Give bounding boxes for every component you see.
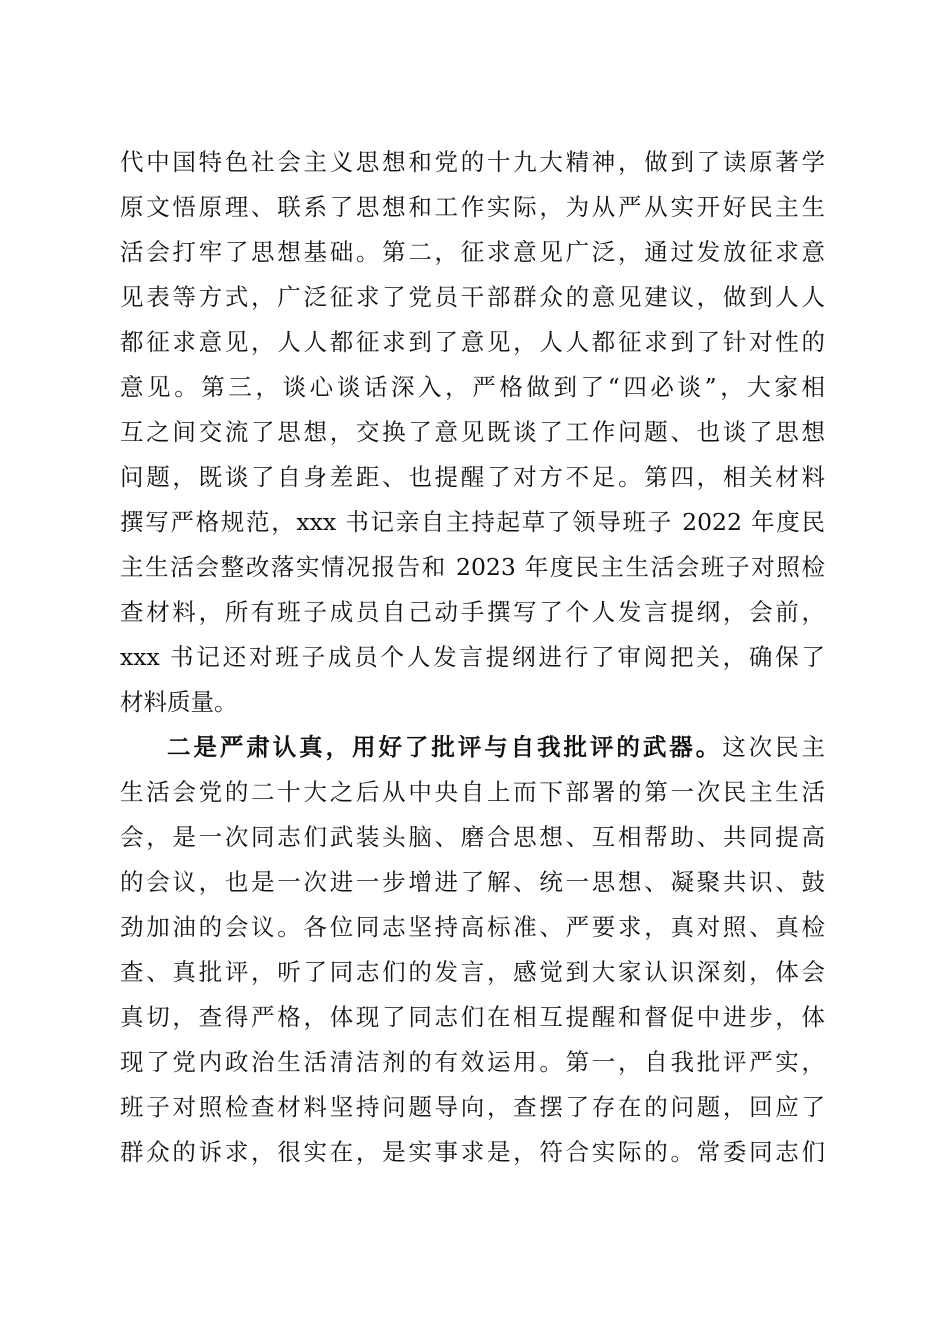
text-line: 现了党内政治生活清洁剂的有效运用。第一，自我批评严实， bbox=[120, 1048, 825, 1076]
text-line: 查材料，所有班子成员自己动手撰写了个人发言提纲，会前， bbox=[120, 598, 825, 626]
text-line: 主生活会整改落实情况报告和 2023 年度民主生活会班子对照检 bbox=[120, 553, 825, 581]
text-line: 材料质量。 bbox=[120, 688, 238, 716]
text-line: 生活会党的二十大之后从中央自上而下部署的第一次民主生活 bbox=[120, 778, 825, 806]
text-line: 群众的诉求，很实在，是实事求是，符合实际的。常委同志们 bbox=[120, 1138, 825, 1166]
text-line: 原文悟原理、联系了思想和工作实际，为从严从实开好民主生 bbox=[120, 193, 825, 221]
text-line: 问题，既谈了自身差距、也提醒了对方不足。第四，相关材料 bbox=[120, 463, 825, 491]
text-line: 互之间交流了思想，交换了意见既谈了工作问题、也谈了思想 bbox=[120, 418, 825, 446]
text-line: 都征求意见，人人都征求到了意见，人人都征求到了针对性的 bbox=[120, 328, 825, 356]
text-line: 真切，查得严格，体现了同志们在相互提醒和督促中进步，体 bbox=[120, 1003, 825, 1031]
heading-line-rest: 这次民主 bbox=[722, 733, 825, 761]
text-line: 活会打牢了思想基础。第二，征求意见广泛，通过发放征求意 bbox=[120, 238, 825, 266]
document-body bbox=[120, 140, 825, 1175]
text-line: 见表等方式，广泛征求了党员干部群众的意见建议，做到人人 bbox=[120, 283, 825, 311]
text-line: 会，是一次同志们武装头脑、磨合思想、互相帮助、共同提高 bbox=[120, 823, 825, 851]
paragraph-1 bbox=[120, 140, 825, 725]
text-line: 的会议，也是一次进一步增进了解、统一思想、凝聚共识、鼓 bbox=[120, 868, 825, 896]
text-line: 班子对照检查材料坚持问题导向，查摆了存在的问题，回应了 bbox=[120, 1093, 825, 1121]
text-line: 撰写严格规范，xxx 书记亲自主持起草了领导班子 2022 年度民 bbox=[120, 508, 825, 536]
text-line: 劲加油的会议。各位同志坚持高标准、严要求，真对照、真检 bbox=[120, 913, 825, 941]
paragraph-first-line bbox=[120, 725, 825, 770]
paragraph-2 bbox=[120, 725, 825, 1175]
text-line: 查、真批评，听了同志们的发言，感觉到大家认识深刻，体会 bbox=[120, 958, 825, 986]
text-line: xxx 书记还对班子成员个人发言提纲进行了审阅把关，确保了 bbox=[120, 643, 825, 671]
text-line: 意见。第三，谈心谈话深入，严格做到了“四必谈”，大家相 bbox=[120, 373, 825, 401]
section-heading: 二是严肃认真，用好了批评与自我批评的武器。 bbox=[167, 733, 723, 761]
text-line: 代中国特色社会主义思想和党的十九大精神，做到了读原著学 bbox=[120, 148, 825, 176]
